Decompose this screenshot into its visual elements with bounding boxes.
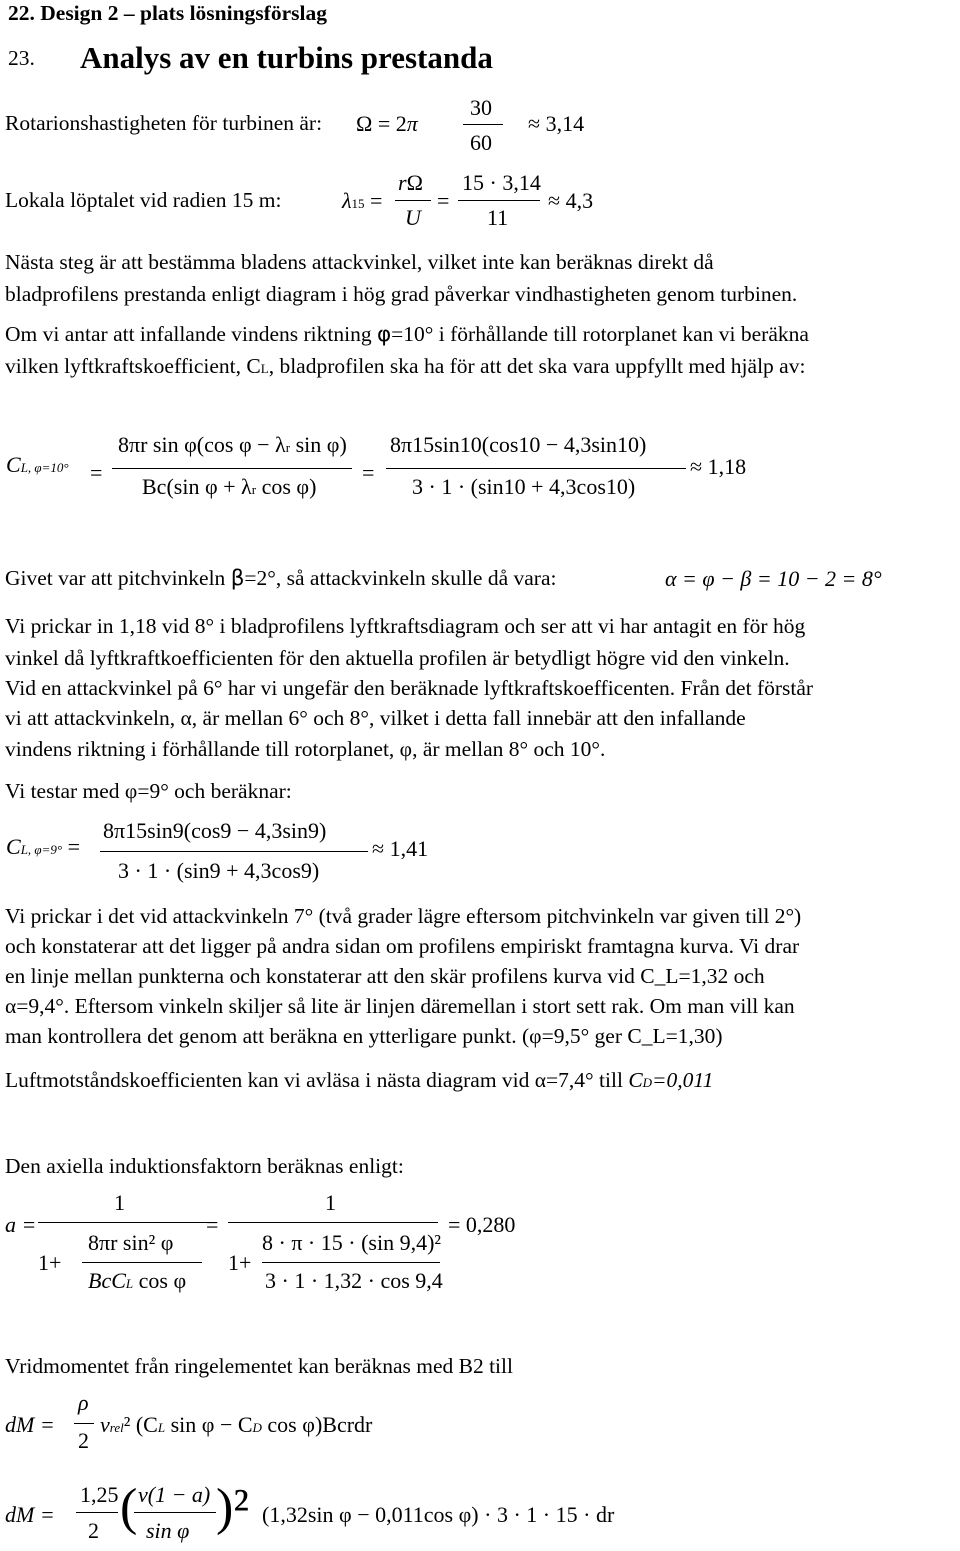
a-inner-den2: 3 · 1 · 1,32 · cos 9,4 [265,1268,443,1293]
a-den1-onep: 1+ [38,1250,62,1275]
luft-text-b: α=7,4° till [534,1068,629,1092]
a-eq2: = [206,1212,219,1237]
beta-symbol: β [230,566,245,591]
dm1-sub-d: D [252,1420,262,1435]
omega-frac-den: 60 [470,130,492,155]
luft-value: =0,011 [652,1068,714,1092]
a-inner-bar1 [82,1262,202,1263]
heading-23-number: 23. [8,46,35,70]
a-inner-bar2 [262,1262,440,1263]
p2-text-a: Om vi antar att infallande vindens riktning [5,322,377,346]
cl9-num: 8π15sin9(cos9 − 4,3sin9) [103,818,327,843]
lambda-frac2-num: 15 · 3,14 [462,170,541,195]
cl10-den2: 3 · 1 · (sin10 + 4,3cos10) [412,474,636,499]
cl9-result: ≈ 1,41 [372,836,429,861]
cl9-den: 3 · 1 · (sin9 + 4,3cos9) [118,858,320,883]
lambda-result: ≈ 4,3 [548,188,594,213]
paragraph-4-line-2: och konstaterar att det ligger på andra sidan om profilens empiriskt framtagna kurva. Vi drar [5,934,800,958]
dm1-body-a: ² (C [123,1412,158,1437]
heading-22: 22. Design 2 – plats lösningsförslag [8,1,327,25]
dm2-rest: (1,32sin φ − 0,011cos φ) · 3 · 1 · 15 · dr [262,1502,615,1527]
lambda-frac1-den: U [405,205,421,230]
dm1-body-c: cos φ)Bcrdr [261,1412,373,1437]
dm2-lparen: ( [120,1479,138,1536]
cl10-eq2: = [362,460,375,485]
a-inner-den1 [88,1270,186,1292]
paragraph-2-line-1 [5,324,809,346]
cl9-lhs-sub: L, φ=9° [20,842,63,857]
dm2-coef: 1,25 [80,1482,119,1507]
cl10-num1-a: 8πr sin φ(cos φ − λ [118,432,286,457]
a-result: = 0,280 [448,1212,516,1237]
dm1-body-b: sin φ − C [165,1412,253,1437]
lambda-lhs: λ15 = [342,188,383,213]
cl9-bar [100,851,368,852]
cl10-num1-b: sin φ) [290,432,347,457]
cl10-num2: 8π15sin10(cos10 − 4,3sin10) [390,432,647,457]
lambda-label: Lokala löptalet vid radien 15 m: [5,188,282,212]
cl10-num1 [118,434,347,456]
cl10-bar1 [112,468,352,469]
a-den1-end: cos φ [133,1268,187,1293]
a-lhs: a = [5,1212,37,1237]
phi-symbol: φ [376,322,392,347]
omega-frac-num: 30 [470,95,492,120]
paragraph-3-line-2: vinkel då lyftkraftkoefficienten för den aktuella profilen är betydligt högre vid den vinkeln. [5,646,790,670]
a-den1-sub: L [125,1276,134,1291]
paragraph-4-line-1: Vi prickar i det vid attackvinkeln 7° (två grader lägre eftersom pitchvinkeln var given till 2°) [5,904,802,928]
vrid-line: Vridmomentet från ringelementet kan beräknas med B2 till [5,1354,513,1378]
a-den1-bcc: BcC [88,1268,126,1293]
cl10-result: ≈ 1,18 [690,454,747,479]
cl10-lhs-c: C [6,452,21,477]
luft-line [5,1070,713,1092]
cl9-lhs: CL, φ=9° = [6,834,81,859]
dm1-v: v [100,1412,110,1437]
omega-eq-lhs: Ω = 2π [356,111,418,136]
luft-text-a: Luftmotståndskoefficienten kan vi avläsa i nästa diagram vid [5,1068,535,1092]
cl9-lhs-c: C [6,834,21,859]
dm1-lhs: dM = [5,1412,55,1437]
lambda-frac1-bar [395,200,431,201]
a-inner-num2: 8 · π · 15 · (sin 9,4)² [262,1230,442,1255]
p2-text-d: , bladprofilen ska ha för att det ska vara uppfyllt med hjälp av: [268,354,806,378]
paragraph-3-line-3: Vid en attackvinkel på 6° har vi ungefär den beräknade lyftkraftskoefficenten. Från det förstår [5,676,814,700]
p2-text-b: =10° i förhållande till rotorplanet kan vi beräkna [391,322,809,346]
heading-23-title: Analys av en turbins prestanda [80,40,493,75]
vi-testar-line: Vi testar med φ=9° och beräknar: [5,779,292,803]
dm2-vnum: v(1 − a) [138,1482,211,1507]
dm2-vden: sin φ [146,1518,190,1543]
paragraph-1-line-2: bladprofilens prestanda enligt diagram i hög grad påverkar vindhastigheten genom turbinen. [5,282,798,306]
a-bar2 [228,1222,438,1223]
paragraph-3-line-4: vi att attackvinkeln, α, är mellan 6° och 8°, vilket i detta fall innebär att den infallande [5,706,746,730]
cl10-den1 [142,476,316,498]
dm1-bar [74,1423,94,1424]
p2-sub-l: L [260,361,269,376]
lambda-eq: = [437,188,450,213]
a-num1-one: 1 [114,1190,125,1215]
givet-text-a: Givet var att pitchvinkeln [5,566,231,590]
givet-equation: α = φ − β = 10 − 2 = 8° [665,566,882,591]
omega-frac-bar [463,124,503,125]
dm1-body [100,1414,372,1436]
givet-text-b: =2°, så attackvinkeln skulle då vara: [244,566,557,590]
paragraph-4-line-5: man kontrollera det genom att beräkna en ytterligare punkt. (φ=9,5° ger C_L=1,30) [5,1024,723,1048]
dm1-v-sub: rel [109,1420,124,1435]
omega-result: ≈ 3,14 [528,111,585,136]
a-inner-num1: 8πr sin² φ [88,1230,174,1255]
p2-text-c: vilken lyftkraftskoefficient, C [5,354,261,378]
dm1-two: 2 [78,1428,89,1453]
a-num2-one: 1 [325,1190,336,1215]
dm1-rho: ρ [78,1390,89,1415]
cl10-den1-a: Bc(sin φ + λ [142,474,252,499]
cl10-num1-sub: r [285,440,291,455]
dm2-rparen: )² [216,1479,249,1536]
cl10-eq1: = [90,460,103,485]
a-bar1 [38,1222,208,1223]
dm2-bar2 [134,1512,216,1513]
a-den2-onep: 1+ [228,1250,252,1275]
cl10-lhs-sub: L, φ=10° [20,460,69,475]
dm2-two: 2 [88,1518,99,1543]
cl10-den1-b: cos φ) [256,474,317,499]
paragraph-4-line-4: α=9,4°. Eftersom vinkeln skiljer så lite är linjen däremellan i stort sett rak. Om man vill kan [5,994,795,1018]
cl10-bar2 [386,468,686,469]
dm2-lhs: dM = [5,1502,55,1527]
rotation-label: Rotarionshastigheten för turbinen är: [5,111,323,135]
givet-line [5,568,557,590]
lambda-frac2-den: 11 [487,205,509,230]
paragraph-3-line-5: vindens riktning i förhållande till rotorplanet, φ, är mellan 8° och 10°. [5,737,606,761]
axiell-line: Den axiella induktionsfaktorn beräknas enligt: [5,1154,404,1178]
lambda-frac2-bar [458,200,540,201]
paragraph-3-line-1: Vi prickar in 1,18 vid 8° i bladprofilens lyftkraftsdiagram och ser att vi har antagit en för hög [5,614,806,638]
dm1-sub-l: L [157,1420,166,1435]
cl10-lhs [6,454,69,476]
luft-c-sub: D [642,1075,653,1090]
paragraph-4-line-3: en linje mellan punkterna och konstaterar att den skär profilens kurva vid C_L=1,32 och [5,964,765,988]
paragraph-1-line-1: Nästa steg är att bestämma bladens attackvinkel, vilket inte kan beräknas direkt då [5,250,714,274]
luft-c: C [628,1068,643,1092]
lambda-frac1-num: rΩ [398,170,423,195]
cl10-den1-sub: r [251,482,257,497]
paragraph-2-line-2 [5,356,805,378]
dm2-bar1 [76,1512,118,1513]
